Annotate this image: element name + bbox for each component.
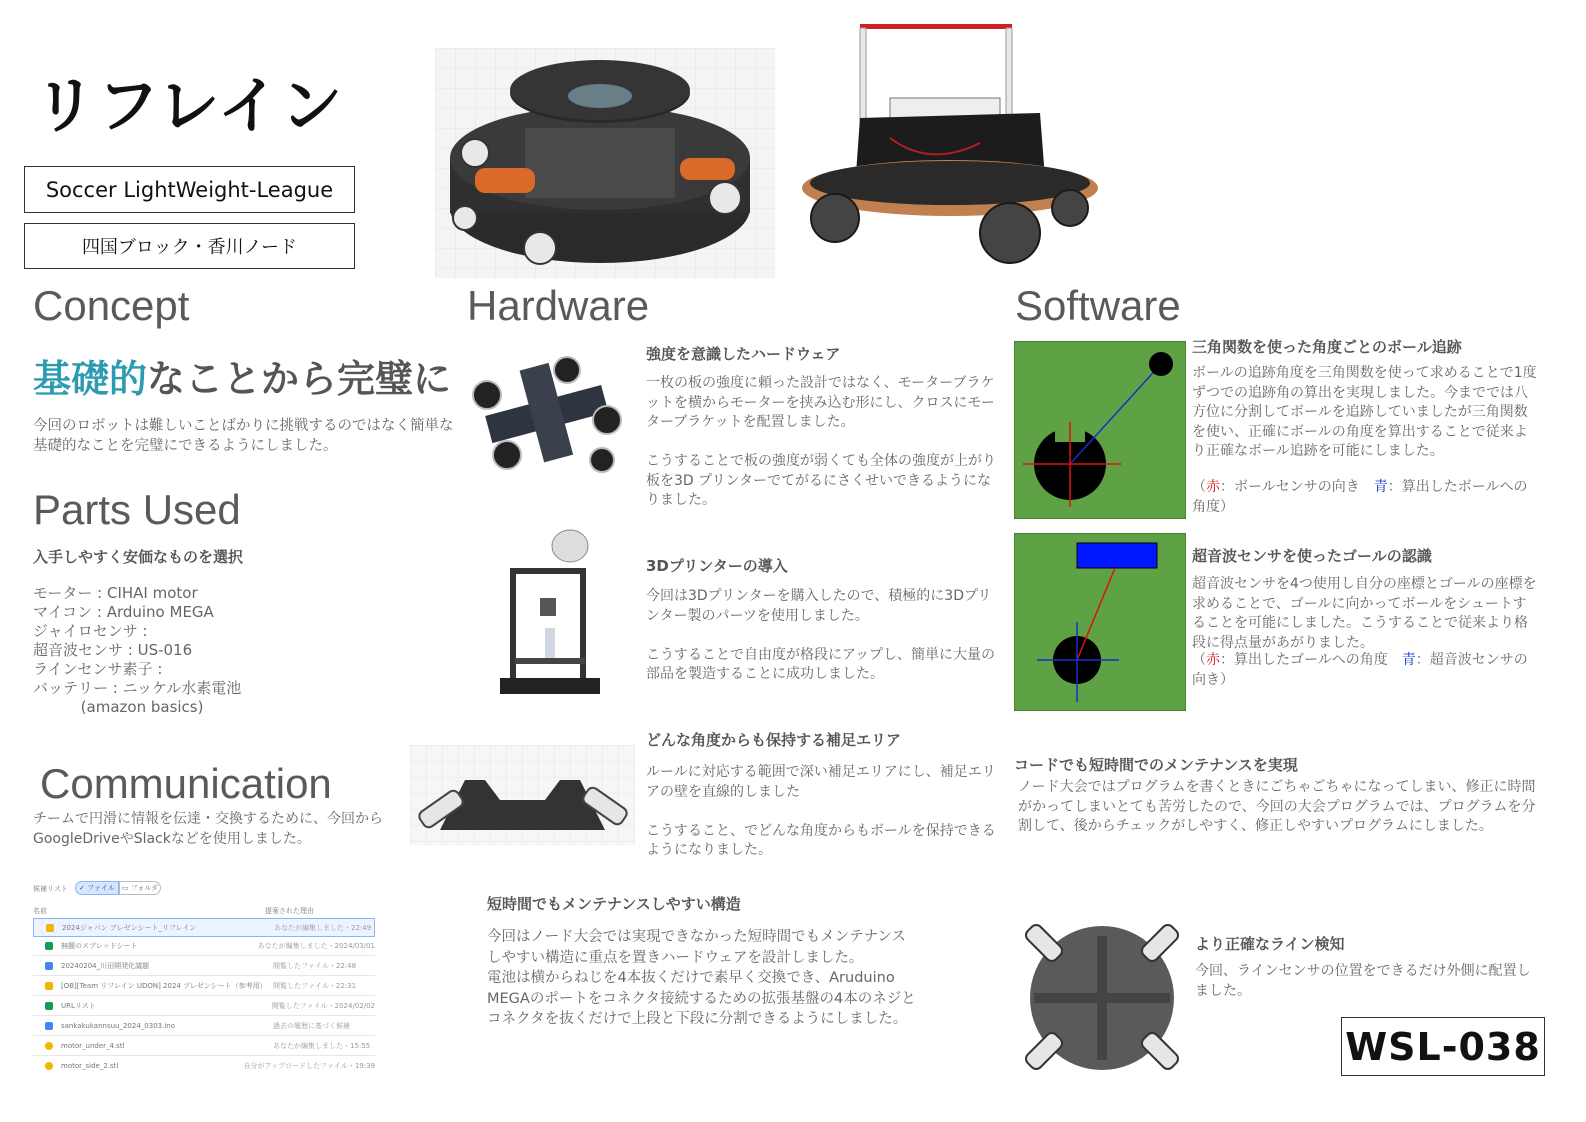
line-sensor-board-image (1020, 922, 1185, 1072)
hw-section-body: 今回はノード大会では実現できなかった短時間でもメンテナンスしやすい構造に重点を置きハードウェアを設計しました。 電池は横からねじを4本抜くだけで素早く交換でき、Aruduino MEGAのポートをコネクタ接続するための拡張基盤の4本のネジとコネクタを抜くだけで上段と下段に分割できるようにしました。 (487, 929, 916, 1027)
file-icon (45, 1042, 53, 1050)
hw-section-body: ルールに対応する範囲で深い補足エリアにし、補足エリアの壁を直線的しました こうすること、でどんな角度からもボールを保持できるようになりました。 (646, 764, 996, 858)
concept-tagline-accent: 基礎的 (33, 357, 148, 401)
file-row[interactable] (33, 918, 375, 937)
sw-legend (1192, 478, 1537, 517)
file-reason: あなたが編集しました・2024/03/01 (257, 942, 375, 950)
robot-cad-render (435, 48, 775, 278)
parts-subheading: 入手しやすく安価なものを選択 (33, 548, 244, 566)
file-list-label: 候補リスト (33, 885, 68, 893)
file-icon (45, 962, 53, 970)
file-reason: あなたが編集しました・22:49 (274, 923, 372, 932)
communication-heading: Communication (40, 760, 332, 807)
goal-detection-diagram (1014, 533, 1186, 711)
legend-paren: （ (1192, 479, 1206, 495)
parts-item: (amazon basics) (33, 698, 204, 716)
file-icon (45, 1062, 53, 1070)
3d-printer-image (490, 528, 605, 698)
ball-tracking-diagram (1014, 341, 1186, 519)
file-reason: 開覧したファイル・22:48 (273, 962, 357, 970)
file-icon (45, 982, 53, 990)
drive-file-list (33, 880, 378, 1075)
tab-files-label: ファイル (87, 884, 115, 892)
team-id-box (1341, 1017, 1545, 1076)
file-name: motor_side_2.stl (61, 1061, 119, 1070)
hw-section-title: 短時間でもメンテナンスしやすい構造 (487, 895, 741, 913)
legend-paren: （ (1192, 652, 1206, 668)
file-reason: 開覧したファイル・2024/02/02 (271, 1002, 375, 1010)
sw-section-body: ノード大会ではプログラムを書くときにごちゃごちゃになってしまい、修正に時間がかってしまいとても苦労したので、今回の大会プログラムでは、プログラムを分割して、後からチェックがしやすく、修正しやすいプログラムにしました。 (1018, 779, 1536, 834)
communication-body: チームで円滑に情報を伝達・交換するために、今回からGoogleDriveやSlackなどを使用しました。 (33, 811, 383, 847)
robot-title: リフレイン (34, 69, 344, 142)
legend-blue-desc: ：超音波センサの向き） (1192, 652, 1528, 688)
hardware-heading: Hardware (467, 282, 650, 329)
file-name: sankakukannsuu_2024_0303.ino (61, 1022, 175, 1030)
parts-heading: Parts Used (33, 486, 241, 533)
legend-blue-label: 青 (1401, 652, 1416, 668)
file-name: [OB][Team リフレイン UDON] 2024 プレゼンシート（参考用） (61, 982, 267, 990)
parts-item: ラインセンサ素子 : (33, 660, 163, 678)
file-icon (45, 942, 53, 950)
file-reason: 開覧したファイル・22:31 (273, 982, 357, 990)
block-text: 四国ブロック・香川ノード (81, 237, 298, 258)
parts-item: マイコン : Arduino MEGA (33, 603, 214, 621)
tab-files[interactable] (75, 881, 119, 895)
sw-section-title: 三角関数を使った角度ごとのボール追跡 (1192, 338, 1462, 356)
robot-photo (800, 18, 1100, 270)
software-heading: Software (1015, 282, 1181, 329)
legend-blue-label: 青 (1373, 479, 1388, 495)
file-name: 20240204_川田開発化議題 (61, 962, 150, 970)
hw-section-title: どんな角度からも保持する補足エリア (646, 731, 902, 749)
file-reason: 過去の履歴に基づく候補 (273, 1022, 350, 1030)
col-name-header: 名前 (33, 907, 47, 915)
sw-legend (1192, 651, 1537, 690)
hw-section-title: 3Dプリンターの導入 (646, 557, 788, 575)
parts-item: バッテリー : ニッケル水素電池 (33, 679, 242, 697)
file-name: motor_under_4.stl (61, 1042, 125, 1050)
sw-section-body: 超音波センサを4つ使用し自分の座標とゴールの座標を求めることで、ゴールに向かってボールをシュートすることを可能にしました。こうすることで従来より格段に得点量があがりました。 (1192, 576, 1537, 651)
col-reason-header: 提案された理由 (265, 907, 314, 915)
sw-section-title: 超音波センサを使ったゴールの認識 (1192, 547, 1432, 565)
legend-red-desc: ：ボールセンサの向き (1220, 479, 1374, 495)
capture-area-image (410, 745, 635, 845)
legend-red-label: 赤 (1206, 479, 1220, 495)
file-row[interactable] (33, 1037, 375, 1056)
parts-item: 超音波センサ : US-016 (33, 641, 193, 659)
file-row[interactable] (33, 1056, 375, 1075)
concept-body: 今回のロボットは難しいことばかりに挑戦するのではなく簡単な基礎的なことを完璧にできるようにしました。 (33, 418, 454, 454)
file-reason: あなたが編集しました・15:55 (273, 1042, 371, 1050)
hw-section-body: 今回は3Dプリンターを購入したので、積極的に3Dプリンター製のパーツを使用しました。 こうすることで自由度が格段にアップし、簡単に大量の部品を製造することに成功しました。 (646, 588, 996, 682)
hw-section-title: 強度を意識したハードウェア (646, 345, 841, 363)
tab-folders[interactable] (119, 881, 161, 895)
file-reason: 自分がアップロードしたファイル・19:39 (243, 1061, 375, 1070)
sw-section-body: 今回、ラインセンサの位置をできるだけ外側に配置しました。 (1195, 963, 1531, 999)
folder-icon: ▭ (121, 884, 131, 892)
parts-item: ジャイロセンサ : (33, 622, 148, 640)
file-row[interactable] (33, 1017, 375, 1036)
parts-item: モーター : CIHAI motor (33, 584, 198, 602)
tab-folders-label: フォルダ (130, 884, 159, 892)
file-row[interactable] (33, 957, 375, 976)
legend-red-label: 赤 (1206, 652, 1220, 668)
file-row[interactable] (33, 997, 375, 1016)
checkmark-icon: ✓ (79, 884, 88, 892)
file-name: URLリスト (61, 1002, 96, 1010)
file-name: 2024ジャパン プレゼンシート_リフレイン (62, 923, 197, 932)
league-label (24, 166, 355, 213)
concept-heading: Concept (33, 282, 190, 329)
parts-list (33, 584, 413, 717)
file-row[interactable] (33, 937, 375, 956)
motor-bracket-image (467, 355, 627, 475)
file-icon (46, 924, 54, 932)
sw-section-title: より正確なライン検知 (1195, 935, 1345, 953)
concept-tagline-rest: なことから完璧に (147, 357, 452, 401)
legend-blue-desc: ：算出したボールへの角度） (1192, 479, 1528, 515)
hw-section-body: 一枚の板の強度に頼った設計ではなく、モーターブラケットを横からモーターを挟み込む形にし、クロスにモーターブラケットを配置しました。 こうすることで板の強度が弱くても全体の強度が上がり板を3D プリンターでてがるにさくせいできるようになりました。 (646, 375, 996, 508)
file-name: 無題のスプレッドシート (61, 942, 138, 950)
file-row[interactable] (33, 977, 375, 996)
sw-section-title: コードでも短時間でのメンテナンスを実現 (1014, 756, 1298, 774)
team-id: WSL-038 (1345, 1024, 1541, 1069)
block-label (24, 223, 355, 269)
file-icon (45, 1002, 53, 1010)
concept-tagline (33, 348, 451, 403)
legend-red-desc: ：算出したゴールへの角度 (1220, 652, 1402, 668)
league-text: Soccer LightWeight-League (45, 177, 334, 202)
file-icon (45, 1022, 53, 1030)
sw-section-body: ボールの追跡角度を三角関数を使って求めることで1度ずつでの追跡角の算出を実現しました。今まででは八方位に分割してボールを追跡していましたが三角関数を使い、正確にボールの角度を算出することで従来より正確なボール追跡を可能にしました。 (1192, 365, 1537, 459)
